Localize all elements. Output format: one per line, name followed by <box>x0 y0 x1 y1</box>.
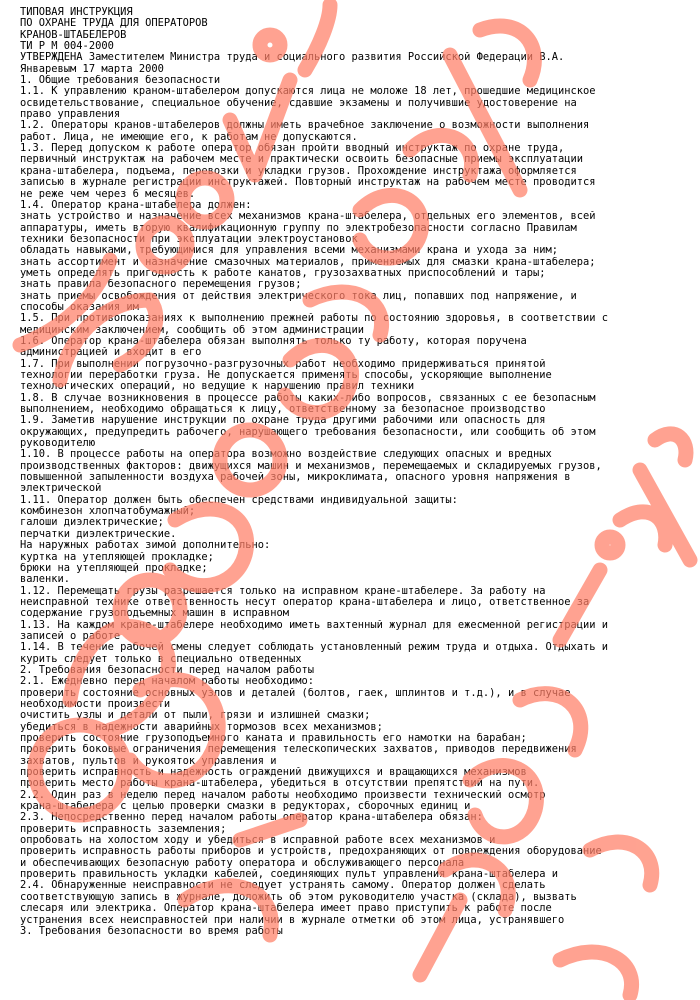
document-line: проверить исправность и надежность ограждений движущихся и вращающихся механизмов <box>20 767 527 779</box>
document-line: знать правила безопасного перемещения грузов; <box>20 279 302 291</box>
document-line: перчатки диэлектрические. <box>20 528 177 540</box>
document-line: 1.12. Перемещать грузы разрешается только на исправном кране-штабелере. За работу на <box>20 585 546 597</box>
document-line: слесаря или электрика. Оператор крана-штабелера имеет право приступить к работе после <box>20 903 552 915</box>
document-line: проверить правильность укладки кабелей, соединяющих пульт управления крана-штабелера и <box>20 869 558 881</box>
document-line: устранения всех неисправностей при наличии в журнале отметки об этом лица, устранявшего <box>20 914 565 926</box>
document-line: 1.10. В процессе работы на оператора возможно воздействие следующих опасных и вредных <box>20 449 552 461</box>
document-line: КРАНОВ-ШТАБЕЛЕРОВ <box>20 29 127 41</box>
document-line: 2.3. Непосредственно перед началом работы оператор крана-штабелера обязан: <box>20 812 483 824</box>
document-line: УТВЕРЖДЕНА Заместителем Министра труда и социального развития Российской Федерации В.А. <box>20 52 565 64</box>
document-line: комбинезон хлопчатобумажный; <box>20 506 196 518</box>
instruction-document <box>20 7 692 937</box>
document-line: очистить узлы и детали от пыли, грязи и излишней смазки; <box>20 710 371 722</box>
document-line: На наружных работах зимой дополнительно: <box>20 540 271 552</box>
document-line: 1.6. Оператор крана-штабелера обязан выполнять только ту работу, которая поручена <box>20 335 527 347</box>
document-line: знать ассортимент и назначение смазочных материалов, применяемых для смазки крана-штабелера; <box>20 256 596 268</box>
document-line: техники безопасности при эксплуатации электроустановок <box>20 233 358 245</box>
document-line: способы оказания им <box>20 301 139 313</box>
document-line: и обеспечивающих безопасную работу оператора и обслуживающего персонала <box>20 857 465 869</box>
document-line: работ. Лица, не имеющие его, к работам не допускаются. <box>20 131 358 143</box>
document-line: 1.14. В течение рабочей смены следует соблюдать установленный режим труда и отдыха. Отдыхать и <box>20 642 609 654</box>
document-line: 2.4. Обнаруженные неисправности не следует устранять самому. Оператор должен сделать <box>20 880 546 892</box>
document-line: курить следует только в специально отведенных <box>20 653 302 665</box>
document-line: освидетельствование, специальное обучение, сдавшие экзамены и получившие удостоверение на <box>20 97 577 109</box>
document-line: куртка на утепляющей прокладке; <box>20 551 214 563</box>
document-line: захватов, пультов и рукояток управления и <box>20 755 277 767</box>
document-line: записью в журнале регистрации инструктажей. Повторный инструктаж на рабочем месте проводится <box>20 177 596 189</box>
document-line: 2. Требования безопасности перед началом работы <box>20 664 315 676</box>
document-line: 1.1. К управлению краном-штабелером допускаются лица не моложе 18 лет, прошедшие медицинское <box>20 86 596 98</box>
document-line: 1.4. Оператор крана-штабелера должен: <box>20 199 252 211</box>
document-line: 1.7. При выполнении погрузочно-разгрузочных работ необходимо придерживаться принятой <box>20 358 546 370</box>
document-line: знать устройство и назначение всех механизмов крана-штабелера, отдельных его элементов, всей <box>20 211 596 223</box>
document-line: 1.9. Заметив нарушение инструкции по охране труда другими рабочими или опасность для <box>20 415 546 427</box>
document-line: руководителю <box>20 438 96 450</box>
document-line: записей о работе <box>20 630 121 642</box>
document-line: брюки на утепляющей прокладке; <box>20 562 208 574</box>
document-line: аппаратуры, иметь вторую квалификационную группу по электробезопасности согласно Правилам <box>20 222 577 234</box>
document-line: проверить боковые ограничения перемещения телескопических захватов, приводов передвижения <box>20 744 577 756</box>
document-line: содержание грузоподъемных машин в исправном <box>20 608 289 620</box>
document-line: Январевым 17 марта 2000 <box>20 63 164 75</box>
document-line: окружающих, предупредить рабочего, нарушающего требования безопасности, или сообщить об этом <box>20 426 596 438</box>
document-line: уметь определять пригодность к работе канатов, грузозахватных приспособлений и тары; <box>20 267 546 279</box>
document-line: первичный инструктаж на рабочем месте и практически освоить безопасные приемы эксплуатации <box>20 154 584 166</box>
document-line: 1.11. Оператор должен быть обеспечен средствами индивидуальной защиты: <box>20 494 458 506</box>
document-line: администрацией и входит в его <box>20 347 202 359</box>
document-line: медицинским заключением, сообщить об этом администрации <box>20 324 365 336</box>
document-line: 1.13. На каждом кране-штабелере необходимо иметь вахтенный журнал для ежесменной регистрации и <box>20 619 609 631</box>
document-line: технологических операций, но ведущие к нарушению правил техники <box>20 381 415 393</box>
document-line: право управления <box>20 109 121 121</box>
document-line: производственных факторов: движущихся машин и механизмов, перемещаемых и складируемых грузов, <box>20 460 602 472</box>
document-line: ПО ОХРАНЕ ТРУДА ДЛЯ ОПЕРАТОРОВ <box>20 18 208 30</box>
document-line: проверить исправность работы приборов и устройств, предохраняющих от повреждения оборудование <box>20 846 602 858</box>
document-line: ТИПОВАЯ ИНСТРУКЦИЯ <box>20 7 133 18</box>
document-line: 1.8. В случае возникновения в процессе работы каких-либо вопросов, связанных с ее безопасным <box>20 392 596 404</box>
document-line: повышенной запыленности воздуха рабочей зоны, микроклимата, опасного уровня напряжения в <box>20 472 571 484</box>
document-line: обладать навыками, требующимися для управления всеми механизмами крана и ухода за ним; <box>20 245 558 257</box>
document-line: валенки. <box>20 574 71 586</box>
document-line: 1. Общие требования безопасности <box>20 75 221 87</box>
document-line: 1.3. Перед допуском к работе оператор обязан пройти вводный инструктаж по охране труда, <box>20 143 565 155</box>
document-line: проверить место работы крана-штабелера, убедиться в отсутствии препятствий на пути. <box>20 778 540 790</box>
document-line: необходимости произвести <box>20 698 171 710</box>
document-line: соответствующую запись в журнале, доложить об этом руководителю участка (склада), вызвать <box>20 891 577 903</box>
document-line: 2.1. Ежедневно перед началом работы необходимо: <box>20 676 315 688</box>
document-line: проверить исправность заземления; <box>20 823 227 835</box>
document-line: 3. Требования безопасности во время работы <box>20 925 283 937</box>
document-line: знать приемы освобождения от действия электрического тока лиц, попавших под напряжение, и <box>20 290 577 302</box>
document-line: проверить состояние основных узлов и деталей (болтов, гаек, шплинтов и т.д.), и в случае <box>20 687 571 699</box>
document-line: 2.2. Один раз в неделю перед началом работы необходимо произвести технический осмотр <box>20 789 546 801</box>
document-line: ТИ Р М 004-2000 <box>20 41 114 53</box>
document-line: убедиться в надежности аварийных тормозов всех механизмов; <box>20 721 383 733</box>
document-line: крана-штабелера, подъема, перевозки и укладки грузов. Прохождение инструктажа оформляется <box>20 165 577 177</box>
document-line: 1.5. При противопоказаниях к выполнению прежней работы по состоянию здоровья, в соответствии с <box>20 313 609 325</box>
document-line: электрической <box>20 483 102 495</box>
document-line: опробовать на холостом ходу и убедиться в исправной работе всех механизмов и <box>20 835 496 847</box>
document-line: 1.2. Операторы кранов-штабелеров должны иметь врачебное заключение о возможности выполнения <box>20 120 590 132</box>
document-line: крана-штабелера с целью проверки смазки в редукторах, сборочных единиц и <box>20 801 471 813</box>
document-line: галоши диэлектрические; <box>20 517 164 529</box>
document-line: не реже чем через 6 месяцев. <box>20 188 196 200</box>
document-line: неисправной технике ответственность несут оператор крана-штабелера и лицо, ответственное за <box>20 596 590 608</box>
document-line: технологии переработки груза. Не допускается применять способы, ускоряющие выполнение <box>20 370 552 381</box>
document-line: проверить состояние грузоподъемного каната и правильность его намотки на барабан; <box>20 733 527 744</box>
document-line: выполнением, необходимо обращаться к лицу, ответственному за безопасное производство <box>20 404 546 416</box>
